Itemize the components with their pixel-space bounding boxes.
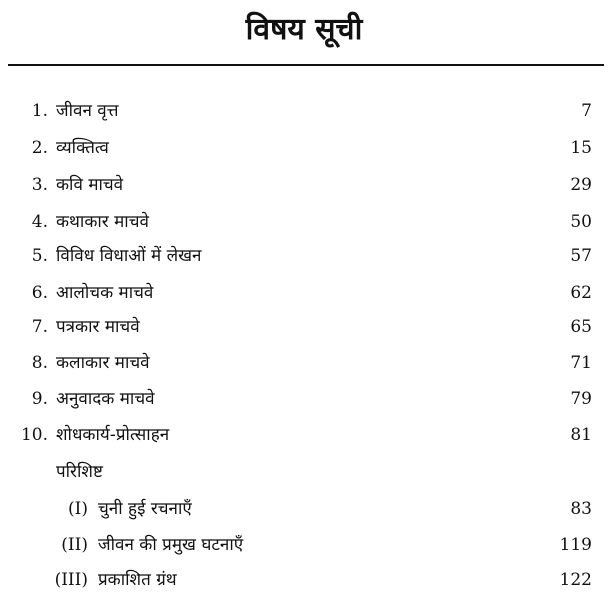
page-title: विषय सूची xyxy=(245,12,363,47)
toc-entry-2 xyxy=(0,133,608,163)
title-divider xyxy=(8,64,604,66)
entry-number: (III) xyxy=(54,570,88,590)
toc-entry-10 xyxy=(0,420,608,450)
entry-page: 29 xyxy=(570,175,592,195)
entry-title: जीवन वृत्त xyxy=(56,101,119,121)
entry-title: शोधकार्य-प्रोत्साहन xyxy=(56,425,170,445)
entry-page: 83 xyxy=(570,499,592,519)
entry-number: (I) xyxy=(68,499,88,519)
entry-title: प्रकाशित ग्रंथ xyxy=(98,570,177,590)
entry-number: 5. xyxy=(31,246,48,266)
entry-page: 7 xyxy=(581,101,592,121)
appendix-title: परिशिष्ट xyxy=(56,462,103,482)
entry-page: 15 xyxy=(570,138,592,158)
entry-title: कवि माचवे xyxy=(56,175,124,195)
entry-number: 1. xyxy=(31,101,48,121)
toc-entry-9 xyxy=(0,384,608,414)
entry-page: 50 xyxy=(570,212,592,232)
toc-entry-7 xyxy=(0,312,608,342)
entry-page: 57 xyxy=(570,246,592,266)
entry-page: 62 xyxy=(570,283,592,303)
entry-title: कथाकार माचवे xyxy=(56,212,149,232)
entry-title: जीवन की प्रमुख घटनाएँ xyxy=(98,535,244,555)
entry-page: 119 xyxy=(559,535,592,555)
entry-page: 65 xyxy=(570,317,592,337)
toc-entry-8 xyxy=(0,348,608,378)
entry-title: आलोचक माचवे xyxy=(56,283,154,303)
entry-title: चुनी हुई रचनाएँ xyxy=(98,499,192,519)
entry-number: 8. xyxy=(31,353,48,373)
entry-number: 3. xyxy=(31,175,48,195)
entry-title: विविध विधाओं में लेखन xyxy=(56,246,202,266)
appendix-entry-3 xyxy=(0,565,608,595)
entry-title: व्यक्तित्व xyxy=(56,138,109,158)
toc-entry-5 xyxy=(0,241,608,271)
entry-number: (II) xyxy=(61,535,88,555)
entry-page: 71 xyxy=(570,353,592,373)
appendix-entry-2 xyxy=(0,530,608,560)
entry-page: 79 xyxy=(570,389,592,409)
toc-entry-4 xyxy=(0,207,608,237)
entry-number: 4. xyxy=(31,212,48,232)
entry-title: अनुवादक माचवे xyxy=(56,389,155,409)
appendix-heading xyxy=(0,457,608,487)
entry-number: 6. xyxy=(31,283,48,303)
toc-entry-3 xyxy=(0,170,608,200)
entry-title: कलाकार माचवे xyxy=(56,353,150,373)
entry-title: पत्रकार माचवे xyxy=(56,317,140,337)
appendix-entry-1 xyxy=(0,494,608,524)
toc-entry-1 xyxy=(0,96,608,126)
entry-page: 81 xyxy=(570,425,592,445)
entry-number: 10. xyxy=(20,425,48,445)
entry-number: 2. xyxy=(31,138,48,158)
entry-number: 7. xyxy=(31,317,48,337)
toc-entry-6 xyxy=(0,278,608,308)
entry-number: 9. xyxy=(31,389,48,409)
entry-page: 122 xyxy=(559,570,592,590)
